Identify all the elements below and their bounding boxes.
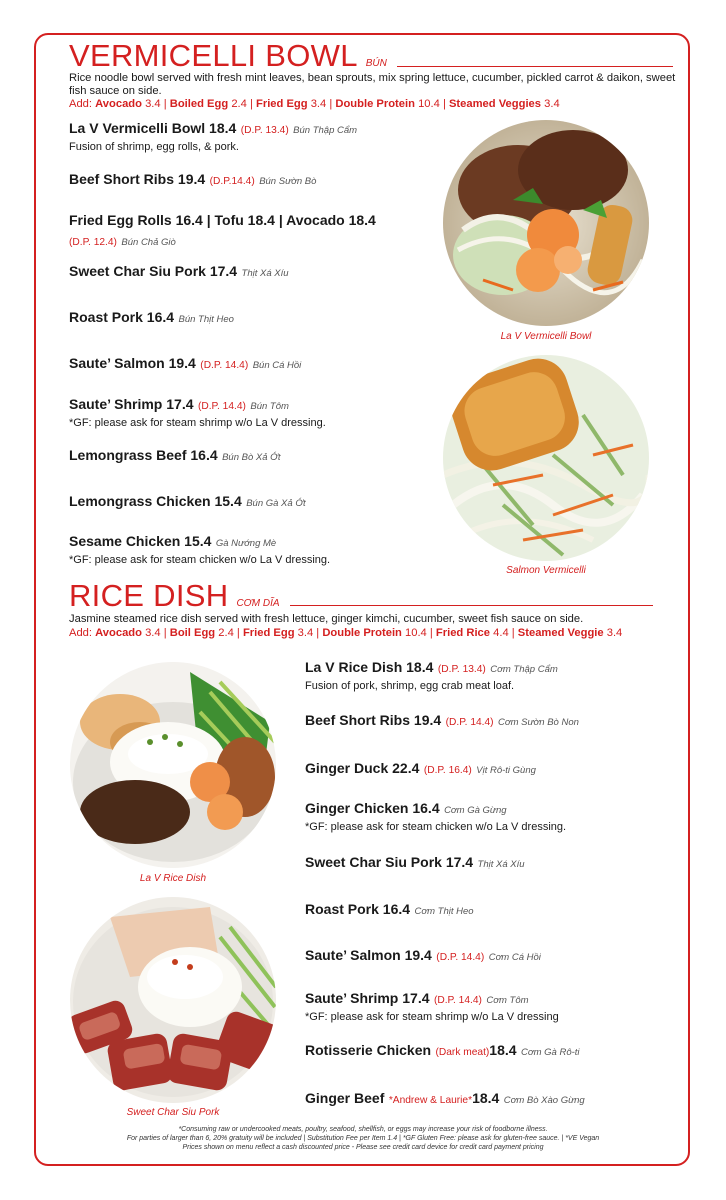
menu-item (69, 447, 281, 465)
menu-item-name: Roast Pork 16.4 (305, 901, 411, 917)
addon-price: 10.4 (405, 627, 427, 639)
addon-separator: | (246, 98, 256, 110)
addon-name: Avocado (95, 98, 142, 110)
menu-item-vietnamese: Bún Cá Hồi (252, 360, 302, 371)
menu-item-dp-price: (D.P. 14.4) (200, 360, 249, 371)
menu-item-name: Beef Short Ribs 19.4 (69, 171, 206, 187)
footer-pricing-note: Prices shown on menu reflect a cash discounted price - Please see credit card device for credit card payment pricing (182, 1144, 544, 1151)
menu-item-name: Saute’ Salmon 19.4 (69, 355, 196, 371)
vermicelli-subtitle: BÚN (365, 58, 387, 69)
vermicelli-description: Rice noodle bowl served with fresh mint leaves, bean sprouts, mix spring lettuce, cucumber, pickled carrot & daikon, sweet fish sauce on side. (69, 72, 676, 97)
salmon-vermicelli-photo (443, 355, 649, 561)
menu-item-dp-price: (D.P. 14.4) (197, 401, 246, 412)
addon-price: 4.4 (493, 627, 509, 639)
menu-item (69, 355, 301, 373)
menu-item-line (305, 1042, 580, 1060)
menu-item-line (305, 1090, 585, 1108)
menu-item-note: Fusion of shrimp, egg rolls, & pork. (69, 141, 239, 153)
addons-label: Add: (69, 627, 93, 639)
menu-item (69, 309, 234, 327)
vermicelli-bowl-photo (443, 120, 649, 326)
menu-item-line (69, 120, 357, 138)
menu-item (69, 396, 326, 429)
addon-price: 3.4 (310, 98, 327, 110)
menu-item (69, 212, 376, 250)
addon-price: 2.4 (218, 627, 234, 639)
menu-item (305, 990, 559, 1023)
menu-item-vietnamese: Cơm Gà Rô-ti (521, 1047, 580, 1058)
addon-name: Fried Rice (435, 627, 490, 639)
menu-item-line (305, 800, 566, 818)
menu-item-vietnamese: Cơm Bò Xào Gừng (503, 1095, 585, 1106)
footer-policies: For parties of larger than 6, 20% gratuity will be included | Substitution Fee per Item 1.4 | *GF Gluten Free: please ask for gluten-free sauce. | *VE Vegan (126, 1135, 600, 1142)
menu-item (69, 120, 357, 153)
menu-item-note: *GF: please ask for steam shrimp w/o La V dressing (305, 1011, 559, 1023)
addon-name: Boiled Egg (169, 98, 229, 110)
vermicelli-bowl-caption: La V Vermicelli Bowl (500, 331, 592, 342)
menu-item (305, 1090, 585, 1108)
rice-heading (69, 580, 280, 611)
menu-item-line (69, 533, 330, 551)
addon-price: 3.4 (606, 627, 623, 639)
menu-item-dp-price: (D.P. 13.4) (437, 664, 486, 675)
menu-item-vietnamese: Gà Nướng Mè (215, 538, 277, 549)
menu-item-name: Lemongrass Chicken 15.4 (69, 493, 242, 509)
addon-name: Steamed Veggie (517, 627, 604, 639)
rice-divider (290, 605, 653, 606)
menu-item-vietnamese: Bún Sườn Bò (259, 176, 317, 187)
footer-disclaimer: *Consuming raw or undercooked meats, poultry, seafood, shellfish, or eggs may increase your risk of foodborne illness. (178, 1126, 548, 1133)
menu-item-line (69, 263, 289, 281)
menu-item-dp-price: (D.P.14.4) (209, 176, 255, 187)
menu-item (69, 493, 306, 511)
addon-separator: | (160, 98, 170, 110)
menu-item (69, 533, 330, 566)
rice-dish-photo (70, 662, 276, 868)
menu-item-line (305, 901, 474, 919)
addon-name: Avocado (95, 627, 142, 639)
menu-item-subline (69, 232, 376, 250)
menu-item-name: Sesame Chicken 15.4 (69, 533, 212, 549)
addon-separator: | (508, 627, 518, 639)
vermicelli-divider (397, 66, 673, 67)
rice-addons (69, 627, 622, 639)
menu-item-vietnamese: Bún Bò Xả Ớt (222, 452, 281, 463)
addon-name: Boil Egg (169, 627, 216, 639)
menu-item (305, 854, 525, 872)
rice-title: RICE DISH (69, 578, 229, 613)
menu-item (305, 901, 474, 919)
menu-item-name: Roast Pork 16.4 (69, 309, 175, 325)
addon-name: Fried Egg (256, 98, 308, 110)
rice-subtitle: CƠM DĨA (236, 598, 280, 609)
menu-item (305, 760, 536, 778)
menu-item-name: Beef Short Ribs 19.4 (305, 712, 442, 728)
menu-item-name: Ginger Beef (305, 1090, 385, 1106)
menu-item-vietnamese: Cơm Cá Hồi (488, 952, 541, 963)
menu-item (305, 947, 541, 965)
addon-name: Steamed Veggies (448, 98, 541, 110)
menu-item (305, 1042, 580, 1060)
menu-item-line (69, 171, 316, 189)
menu-item-line (69, 493, 306, 511)
addons-label: Add: (69, 98, 93, 110)
addon-list (95, 98, 560, 110)
menu-item-name: Saute’ Shrimp 17.4 (305, 990, 430, 1006)
vermicelli-title: VERMICELLI BOWL (69, 38, 358, 73)
menu-item-vietnamese: Bún Thập Cẩm (293, 125, 358, 136)
addon-separator: | (426, 627, 436, 639)
addon-price: 3.4 (145, 98, 161, 110)
menu-item-vietnamese: Bún Thịt Heo (178, 314, 234, 325)
menu-item (305, 800, 566, 833)
menu-item-vietnamese: Cơm Thập Cẩm (490, 664, 558, 675)
menu-item (69, 171, 316, 189)
addon-separator: | (326, 98, 336, 110)
menu-item-name: Saute’ Shrimp 17.4 (69, 396, 194, 412)
menu-item-name: Rotisserie Chicken (305, 1042, 432, 1058)
menu-item (305, 659, 558, 692)
addon-name: Double Protein (335, 98, 415, 110)
menu-item-vietnamese: Cơm Gà Gừng (444, 805, 507, 816)
menu-item-dp-price: (Dark meat) (435, 1047, 490, 1058)
menu-item-line (69, 396, 326, 414)
addon-separator: | (439, 98, 449, 110)
menu-item-name: Sweet Char Siu Pork 17.4 (69, 263, 238, 279)
menu-item-note: *GF: please ask for steam chicken w/o La V dressing. (305, 821, 567, 833)
menu-item-name: Ginger Duck 22.4 (305, 760, 420, 776)
menu-item-note: *GF: please ask for steam chicken w/o La V dressing. (69, 554, 331, 566)
addon-price: 3.4 (297, 627, 314, 639)
menu-item-vietnamese: Cơm Sườn Bò Non (498, 717, 579, 728)
menu-item-note: Fusion of pork, shrimp, egg crab meat loaf. (305, 680, 515, 692)
menu-item-line (69, 355, 301, 373)
menu-item-line (305, 760, 536, 778)
menu-item (69, 263, 289, 281)
menu-item-dp-price: (D.P. 12.4) (69, 237, 117, 248)
menu-item-name: Fried Egg Rolls 16.4 | Tofu 18.4 | Avocado 18.4 (69, 212, 376, 228)
menu-item-name: Sweet Char Siu Pork 17.4 (305, 854, 474, 870)
vermicelli-addons (69, 98, 560, 110)
menu-item-name: La V Rice Dish 18.4 (305, 659, 434, 675)
addon-separator: | (233, 627, 243, 639)
menu-item-dp-price: *Andrew & Laurie* (388, 1095, 473, 1106)
menu-item-name: Ginger Chicken 16.4 (305, 800, 440, 816)
menu-item-vietnamese: Bún Chả Giò (121, 237, 176, 248)
menu-footer (70, 1125, 656, 1152)
menu-item (305, 712, 579, 730)
menu-item-line (69, 309, 234, 327)
rice-dish-caption: La V Rice Dish (139, 873, 207, 884)
menu-item-price: 18.4 (472, 1090, 500, 1106)
menu-item-vietnamese: Thịt Xá Xíu (477, 859, 525, 870)
addon-price: 2.4 (231, 98, 247, 110)
menu-item-line (305, 947, 541, 965)
menu-item-dp-price: (D.P. 14.4) (433, 995, 482, 1006)
addon-name: Fried Egg (242, 627, 295, 639)
addon-price: 10.4 (418, 98, 440, 110)
menu-item-name: Saute’ Salmon 19.4 (305, 947, 432, 963)
char-siu-photo (70, 897, 276, 1103)
addon-name: Double Protein (322, 627, 402, 639)
menu-item-line (305, 712, 579, 730)
addon-separator: | (313, 627, 323, 639)
salmon-vermicelli-caption: Salmon Vermicelli (506, 565, 586, 576)
menu-item-vietnamese: Vịt Rô-ti Gùng (476, 765, 536, 776)
menu-item-line (69, 212, 376, 230)
menu-item-vietnamese: Cơm Tôm (486, 995, 529, 1006)
menu-item-name: La V Vermicelli Bowl 18.4 (69, 120, 237, 136)
menu-item-dp-price: (D.P. 14.4) (445, 717, 494, 728)
addon-price: 3.4 (544, 98, 560, 110)
char-siu-caption: Sweet Char Siu Pork (126, 1107, 220, 1118)
rice-description: Jasmine steamed rice dish served with fresh lettuce, ginger kimchi, cucumber, sweet fish sauce on side. (69, 613, 584, 625)
menu-item-dp-price: (D.P. 14.4) (436, 952, 485, 963)
addon-separator: | (160, 627, 170, 639)
menu-item-line (69, 447, 281, 465)
menu-item-dp-price: (D.P. 16.4) (423, 765, 472, 776)
menu-item-line (305, 854, 525, 872)
menu-item-line (305, 990, 559, 1008)
menu-item-vietnamese: Bún Gà Xả Ớt (246, 498, 306, 509)
menu-item-price: 18.4 (489, 1042, 517, 1058)
menu-item-vietnamese: Thịt Xá Xíu (241, 268, 289, 279)
vermicelli-heading (69, 40, 387, 71)
menu-item-vietnamese: Cơm Thịt Heo (414, 906, 474, 917)
menu-item-vietnamese: Bún Tôm (250, 401, 289, 412)
menu-item-note: *GF: please ask for steam shrimp w/o La V dressing. (69, 417, 326, 429)
addon-list (95, 627, 622, 639)
menu-item-name: Lemongrass Beef 16.4 (69, 447, 218, 463)
menu-item-dp-price: (D.P. 13.4) (240, 125, 289, 136)
addon-price: 3.4 (145, 627, 161, 639)
menu-item-line (305, 659, 558, 677)
